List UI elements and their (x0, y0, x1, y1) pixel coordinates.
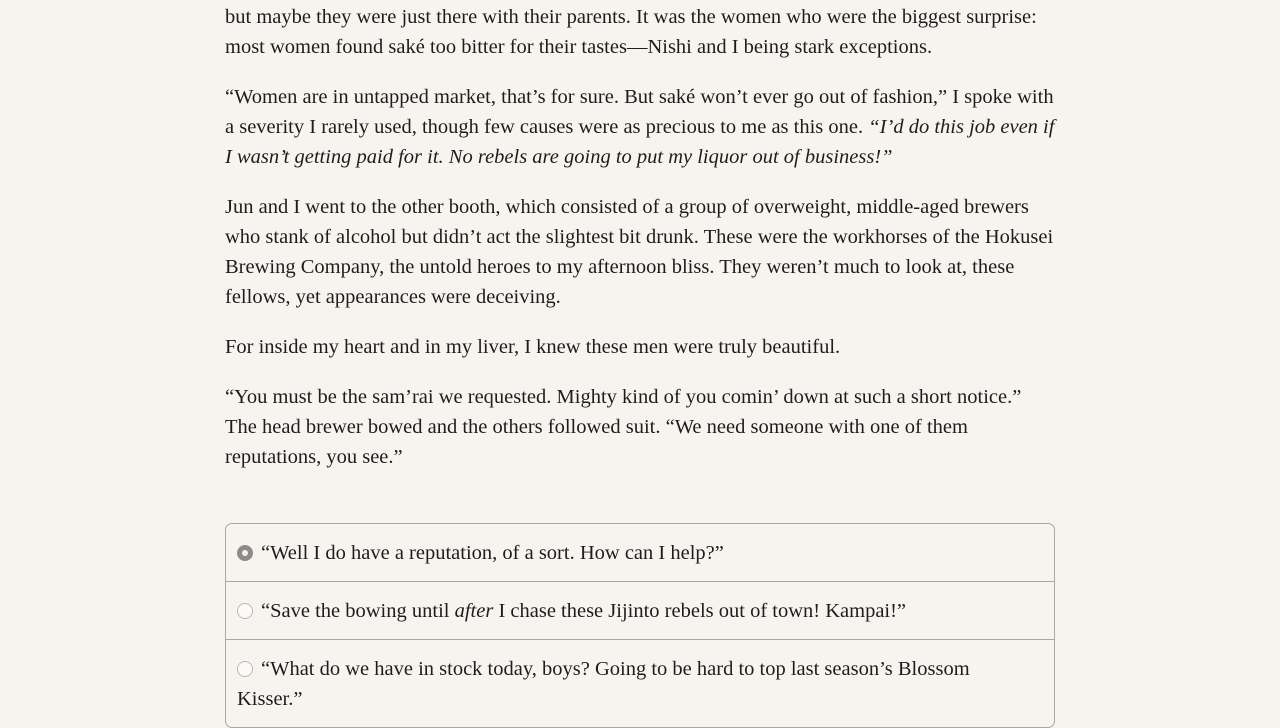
choice-option-2-label-end: I chase these Jijinto rebels out of town! Kampai!” (493, 600, 907, 622)
choice-option-2-label-italic: after (454, 600, 494, 622)
story-paragraph-3: Jun and I went to the other booth, which consisted of a group of overweight, middle-aged brewers who stank of alcohol but didn’t act the slightest bit drunk. These were the workhorses of the Hokusei Brewing Company, the untold heroes to my afternoon bliss. They weren’t much to look at, these fellows, yet appearances were deceiving. (225, 196, 1054, 308)
choice-option-2[interactable] (226, 581, 1054, 639)
story-paragraph-2-text: “Women are in untapped market, that’s for sure. But saké won’t ever go out of fashion,” I spoke with a severity I rarely used, though few causes were as precious to me as this one. (225, 86, 1054, 138)
choice-option-2-label-start: “Save the bowing until (261, 600, 455, 622)
story-paragraph-4: For inside my heart and in my liver, I knew these men were truly beautiful. (225, 336, 841, 358)
radio-unselected-icon[interactable] (237, 603, 253, 619)
story-text (225, 2, 1057, 492)
story-paragraph-5: “You must be the sam’rai we requested. Mighty kind of you comin’ down at such a short notice.” The head brewer bowed and the others followed suit. “We need someone with one of them reputations, you see.” (225, 386, 1022, 468)
choice-option-3[interactable] (226, 639, 1054, 727)
radio-unselected-icon[interactable] (237, 661, 253, 677)
radio-selected-icon[interactable] (237, 545, 253, 561)
choice-list (225, 523, 1055, 728)
choice-option-1-label: “Well I do have a reputation, of a sort. How can I help?” (261, 542, 724, 564)
story-paragraph-2-italic: “I’d do this job even if I wasn’t getting paid for it. No rebels are going to put my liquor out of business!” (225, 116, 1055, 168)
choice-option-1[interactable] (226, 524, 1054, 581)
choice-option-3-label: “What do we have in stock today, boys? Going to be hard to top last season’s Blossom Kisser.” (237, 658, 970, 710)
story-paragraph-1: but maybe they were just there with their parents. It was the women who were the biggest surprise: most women found saké too bitter for their tastes—Nishi and I being stark exceptions. (225, 6, 1037, 58)
story-paragraph-2 (225, 82, 1057, 172)
